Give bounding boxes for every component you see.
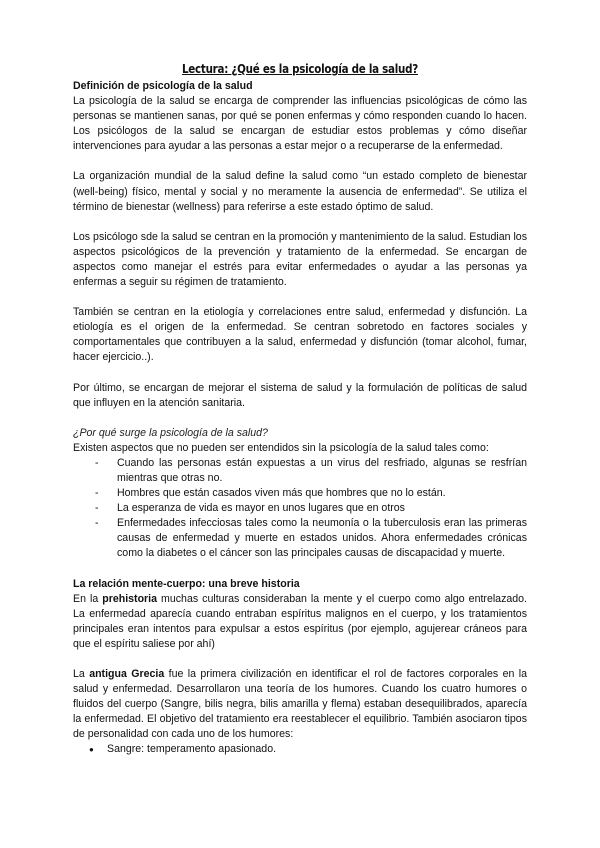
subheading-por-que: ¿Por qué surge la psicología de la salud? — [73, 426, 268, 439]
paragraph-gap — [73, 411, 527, 426]
paragraph-grecia — [73, 667, 527, 742]
paragraph-gap — [73, 562, 527, 577]
paragraph-oms: La organización mundial de la salud define la salud como “un estado completo de bienestar (well-being) físico, mental y social y no meramente la ausencia de enfermedad”. Se utiliza el término de bienestar (wellness) para referirse a este estado óptimo de salud. — [73, 170, 527, 213]
list-item: ● Sangre: temperamento apasionado. — [89, 742, 527, 757]
list-item: - Hombres que están casados viven más que hombres que no lo están. — [95, 486, 527, 501]
humores-list — [73, 742, 527, 757]
paragraph-definicion-1: La psicología de la salud se encarga de comprender las influencias psicológicas de cómo las personas se mantienen sanas, por qué se ponen enfermas y cómo responden cuando lo hacen. Los psicólogos de la salud se encargan de estudiar estos problemas y cómo diseñar intervenciones para ayudar a las personas a estar mejor o a recuperarse de la enfermedad. — [73, 95, 527, 153]
bold-term-grecia: antigua Grecia — [89, 668, 165, 680]
paragraph-gap — [73, 215, 527, 230]
paragraph-sistema-salud: Por último, se encargan de mejorar el sistema de salud y la formulación de políticas de salud que influyen en la atención sanitaria. — [73, 381, 527, 409]
paragraph-etiologia: También se centran en la etiología y correlaciones entre salud, enfermedad y disfunción. La etiología es el origen de la enfermedad. Se centran sobretodo en factores sociales y comportamentales que contribuyen a la salud, enfermedad y disfunción (tomar alcohol, fumar, hacer ejercicio..). — [73, 306, 527, 364]
document-title: Lectura: ¿Qué es la psicología de la salud? — [181, 62, 418, 76]
text-run: fue la primera civilización en identificar el rol de factores corporales en la salud y enfermedad. Desarrollaron una teoría de los humores. Cuando los cuatro humores o fluidos del cuerpo (Sangre, bilis negra, bilis amarilla y flema) estaban desequilibrados, aparecía la enfermedad. El objetivo del tratamiento era reestablecer el equilibrio. También asociaron tipos de personalidad con cada uno de los humores: — [73, 668, 527, 741]
paragraph-promocion: Los psicólogo sde la salud se centran en la promoción y mantenimiento de la salud. Estudian los aspectos psicológicos de la prevención y tratamiento de la enfermedad. Se encargan de aspectos como manejar el estrés para evitar enfermedades o ayudar a las personas ya enfermas a seguir su régimen de tratamiento. — [73, 230, 527, 289]
paragraph-gap — [73, 366, 527, 381]
paragraph-aspectos-intro: Existen aspectos que no pueden ser entendidos sin la psicología de la salud tales como: — [73, 441, 489, 454]
bold-term-prehistoria: prehistoria — [102, 592, 158, 605]
paragraph-prehistoria — [73, 592, 527, 652]
list-item: - La esperanza de vida es mayor en unos lugares que en otros — [95, 501, 527, 516]
section-heading-definicion: Definición de psicología de la salud — [73, 80, 253, 92]
list-item: - Cuando las personas están expuestas a un virus del resfriado, algunas se resfrían mientras que otras no. — [95, 456, 527, 486]
text-run: La — [73, 668, 90, 680]
text-run: En la — [73, 592, 103, 605]
aspects-list — [73, 456, 527, 562]
paragraph-gap — [73, 652, 527, 667]
paragraph-gap — [73, 290, 527, 305]
paragraph-gap — [73, 154, 527, 169]
list-item: - Enfermedades infecciosas tales como la neumonía o la tuberculosis eran las primeras causas de enfermedad y muerte en estados unidos. Ahora enfermedades crónicas como la diabetes o el cáncer son las principales causas de discapacidad y muerte. — [95, 516, 527, 561]
document-page — [73, 62, 527, 758]
text-run: muchas culturas consideraban la mente y el cuerpo como algo entrelazado. La enfermedad aparecía cuando entraban espíritus malignos en el cuerpo, y los tratamientos principales eran intentos para expulsar a estos espíritus (por ejemplo, agujerear cráneos para que el espíritu saliese por ahí) — [73, 592, 527, 650]
section-heading-mente-cuerpo: La relación mente-cuerpo: una breve historia — [73, 577, 300, 590]
